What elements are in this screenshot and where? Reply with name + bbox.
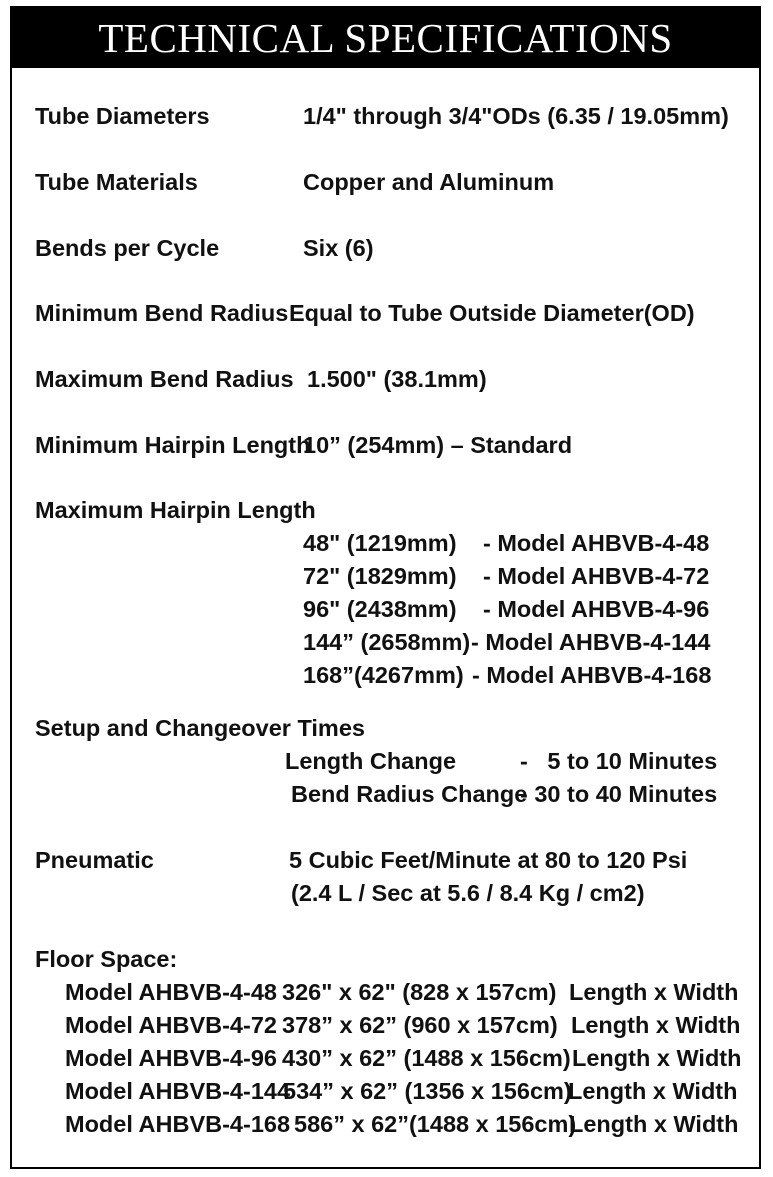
floor-size: 586” x 62”(1488 x 156cm) [294,1111,577,1137]
hairpin-model: - Model AHBVB-4-144 [471,629,711,655]
hairpin-model: - Model AHBVB-4-48 [483,530,710,556]
hairpin-model: - Model AHBVB-4-96 [483,596,710,622]
floor-model: Model AHBVB-4-48 [65,979,277,1005]
hairpin-length: 168”(4267mm) [303,662,464,688]
spec-value-tube-diameters: 1/4" through 3/4"ODs (6.35 / 19.05mm) [303,103,729,129]
spec-value-pneumatic-metric: (2.4 L / Sec at 5.6 / 8.4 Kg / cm2) [291,880,645,906]
hairpin-length: 144” (2658mm) [303,629,471,655]
floor-size: 378” x 62” (960 x 157cm) [282,1012,558,1038]
floor-size: 534” x 62” (1356 x 156cm) [283,1078,572,1104]
spec-value-pneumatic: 5 Cubic Feet/Minute at 80 to 120 Psi [289,847,688,873]
setup-item-name: Length Change [285,748,457,774]
hairpin-model: - Model AHBVB-4-168 [472,662,712,688]
floor-unit: Length x Width [572,1045,742,1071]
spec-label-tube-materials: Tube Materials [35,169,198,195]
floor-model: Model AHBVB-4-72 [65,1012,277,1038]
floor-unit: Length x Width [568,1078,738,1104]
spec-value-min-bend-radius: Equal to Tube Outside Diameter(OD) [289,300,695,326]
spec-value-bends-per-cycle: Six (6) [303,235,374,261]
hairpin-length: 72" (1829mm) [303,563,457,589]
floor-unit: Length x Width [569,1111,739,1137]
spec-label-max-bend-radius: Maximum Bend Radius [35,366,294,392]
hairpin-length: 48" (1219mm) [303,530,457,556]
spec-label-setup-times: Setup and Changeover Times [35,715,365,741]
floor-unit: Length x Width [571,1012,741,1038]
spec-label-floor-space: Floor Space: [35,946,178,972]
floor-model: Model AHBVB-4-144 [65,1078,291,1104]
floor-size: 430” x 62” (1488 x 156cm) [282,1045,571,1071]
spec-sheet [10,6,761,1169]
spec-label-min-bend-radius: Minimum Bend Radius [35,300,289,326]
spec-value-max-bend-radius: 1.500" (38.1mm) [307,366,487,392]
spec-value-tube-materials: Copper and Aluminum [303,169,555,195]
spec-label-max-hairpin-length: Maximum Hairpin Length [35,497,316,523]
spec-label-bends-per-cycle: Bends per Cycle [35,235,220,261]
floor-model: Model AHBVB-4-96 [65,1045,277,1071]
spec-label-pneumatic: Pneumatic [35,847,154,873]
spec-value-min-hairpin-length: 10” (254mm) – Standard [303,432,573,458]
page-title: TECHNICAL SPECIFICATIONS [12,8,759,68]
floor-size: 326" x 62" (828 x 157cm) [282,979,557,1005]
floor-model: Model AHBVB-4-168 [65,1111,291,1137]
setup-item-name: Bend Radius Change [291,781,528,807]
setup-item-value: - 5 to 10 Minutes [520,748,718,774]
spec-label-tube-diameters: Tube Diameters [35,103,210,129]
hairpin-length: 96" (2438mm) [303,596,457,622]
floor-unit: Length x Width [569,979,739,1005]
spec-label-min-hairpin-length: Minimum Hairpin Length [35,432,311,458]
setup-item-value: - 30 to 40 Minutes [520,781,718,807]
hairpin-model: - Model AHBVB-4-72 [483,563,710,589]
